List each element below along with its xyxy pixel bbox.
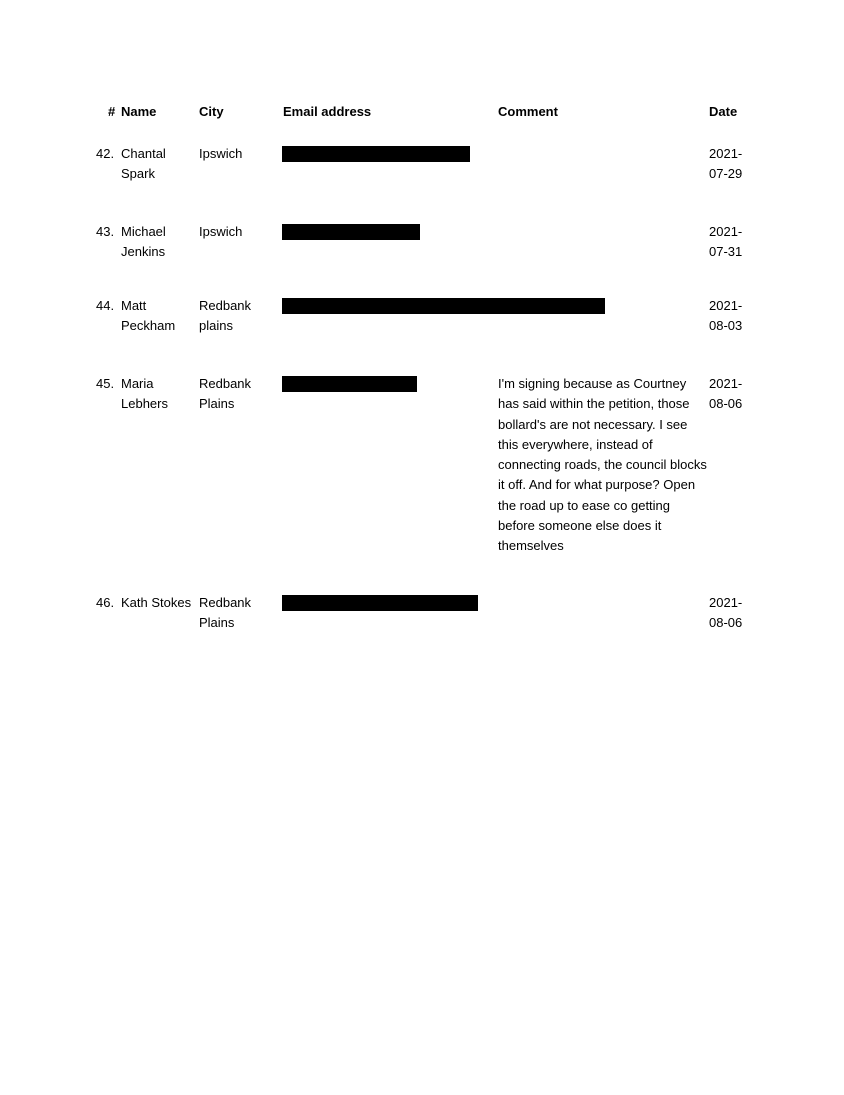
row-number: 45. [96, 376, 115, 391]
row-name: Matt Peckham [121, 298, 176, 334]
row-number: 43. [96, 224, 115, 239]
row-number: 42. [96, 146, 115, 161]
email-redaction-bar [282, 298, 605, 314]
row-email [282, 298, 605, 314]
row-city: Ipswich [199, 224, 243, 239]
row-date: 2021-07-29 [709, 146, 743, 182]
header-email: Email address [283, 104, 372, 119]
email-redaction-bar [282, 376, 417, 392]
row-name: Chantal Spark [121, 146, 166, 182]
row-email [282, 146, 470, 162]
row-email [282, 595, 478, 611]
row-number: 44. [96, 298, 115, 313]
header-comment: Comment [498, 104, 558, 119]
row-city: Redbank Plains [199, 376, 252, 412]
row-city: Redbank plains [199, 298, 252, 334]
row-name: Kath Stokes [121, 595, 192, 610]
row-date: 2021-07-31 [709, 224, 743, 260]
email-redaction-bar [282, 224, 420, 240]
header-number: # [108, 104, 116, 119]
header-name: Name [121, 104, 157, 119]
header-city: City [199, 104, 224, 119]
row-date: 2021-08-06 [709, 595, 743, 631]
row-date: 2021-08-06 [709, 376, 743, 412]
row-email [282, 224, 420, 240]
row-city: Redbank Plains [199, 595, 252, 631]
row-email [282, 376, 417, 392]
row-comment: I'm signing because as Courtney has said within the petition, those bollard's are not necessary. I see this everywhere, instead of connecting roads, the council blocks it off. And for what purpose? Open the road up to ease co getting before someone else does it themselves [498, 376, 707, 554]
row-name: Michael Jenkins [121, 224, 166, 260]
header-date: Date [709, 104, 738, 119]
row-name: Maria Lebhers [121, 376, 168, 412]
email-redaction-bar [282, 595, 478, 611]
email-redaction-bar [282, 146, 470, 162]
row-number: 46. [96, 595, 115, 610]
row-city: Ipswich [199, 146, 243, 161]
row-date: 2021-08-03 [709, 298, 743, 334]
